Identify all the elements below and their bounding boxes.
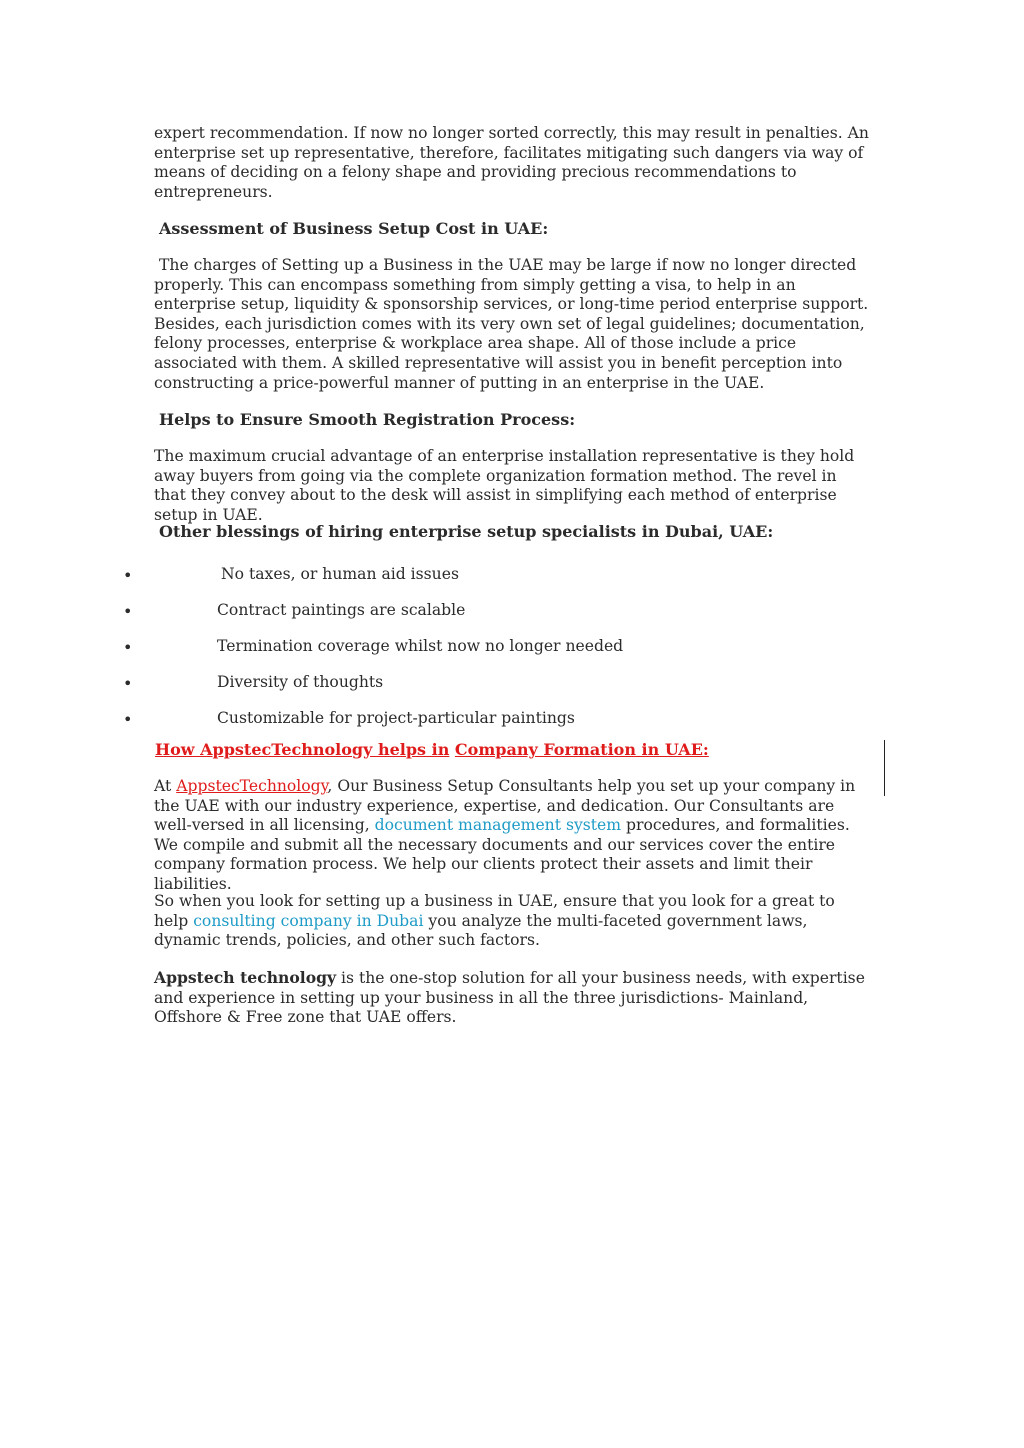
consulting-company-link[interactable]: consulting company in Dubai — [193, 911, 424, 930]
bullet-icon: • — [123, 602, 133, 621]
heading-business-setup-cost: Assessment of Business Setup Cost in UAE: — [159, 219, 549, 238]
consulting-paragraph — [154, 892, 870, 951]
text: is the one-stop solution for all your business needs, with expertise and experience in setting up your business in all the three jurisdictions- Mainland, Offshore & Free zone that UAE offers. — [154, 969, 865, 1027]
bullet-icon: • — [123, 710, 133, 729]
bullet-icon: • — [123, 674, 133, 693]
bullet-icon: • — [123, 638, 133, 657]
bullet-icon: • — [123, 566, 133, 585]
list-item-text: Contract paintings are scalable — [217, 601, 466, 619]
intro-paragraph: expert recommendation. If now no longer sorted correctly, this may result in penalties. An enterprise set up representative, therefore, facilitates mitigating such dangers via way of means of deciding on a felony shape and providing precious recommendations to entrepreneurs. — [154, 124, 869, 201]
heading-registration-process: Helps to Ensure Smooth Registration Process: — [159, 410, 576, 429]
cost-paragraph: The charges of Setting up a Business in the UAE may be large if now no longer directed properly. This can encompass something from simply getting a visa, to help in an enterprise setup, liquidity & sponsorship services, or long-time period enterprise support. Besides, each jurisdiction comes with its very own set of legal guidelines; documentation, felony processes, enterprise & workplace area shape. All of those include a price associated with them. A skilled representative will assist you in benefit perception into constructing a price-powerful manner of putting in an enterprise in the UAE. — [154, 256, 869, 392]
text: procedures, and formalities. We compile and submit all the necessary documents and our services cover the entire company formation process. We help our clients protect their assets and limit their liabilities. — [154, 816, 850, 893]
list-item-text: Termination coverage whilst now no longer needed — [217, 637, 624, 655]
text: , Our Business Setup Consultants help you set up your company in the UAE with our industry experience, expertise, and dedication. Our Consultants are well-versed in all licensing, — [154, 777, 856, 835]
list-item-text: No taxes, or human aid issues — [221, 565, 459, 583]
text: you analyze the multi-faceted government laws, dynamic trends, policies, and other such factors. — [154, 911, 808, 950]
appstec-paragraph — [154, 777, 870, 895]
heading-other-blessings: Other blessings of hiring enterprise setup specialists in Dubai, UAE: — [159, 522, 774, 541]
registration-paragraph: The maximum crucial advantage of an enterprise installation representative is they hold away buyers from going via the complete organization formation method. The revel in that they convey about to the desk will assist in simplifying each method of enterprise setup in UAE. — [154, 447, 855, 524]
text: At — [154, 777, 177, 795]
appstec-link[interactable]: AppstecTechnology — [176, 777, 328, 795]
company-formation-link[interactable]: Company Formation in UAE: — [454, 740, 709, 759]
margin-line — [884, 740, 885, 796]
heading-appstec-company-formation — [155, 740, 709, 760]
list-item-text: Customizable for project-particular paintings — [217, 709, 575, 727]
appstech-bold-name: Appstech technology — [154, 968, 337, 987]
text: So when you look for setting up a business in UAE, ensure that you look for a great to help — [154, 892, 835, 930]
final-paragraph — [154, 968, 870, 1028]
list-item-text: Diversity of thoughts — [217, 673, 384, 691]
appstec-heading-link[interactable]: How AppstecTechnology helps in — [155, 740, 450, 759]
document-management-link[interactable]: document management system — [374, 816, 622, 835]
